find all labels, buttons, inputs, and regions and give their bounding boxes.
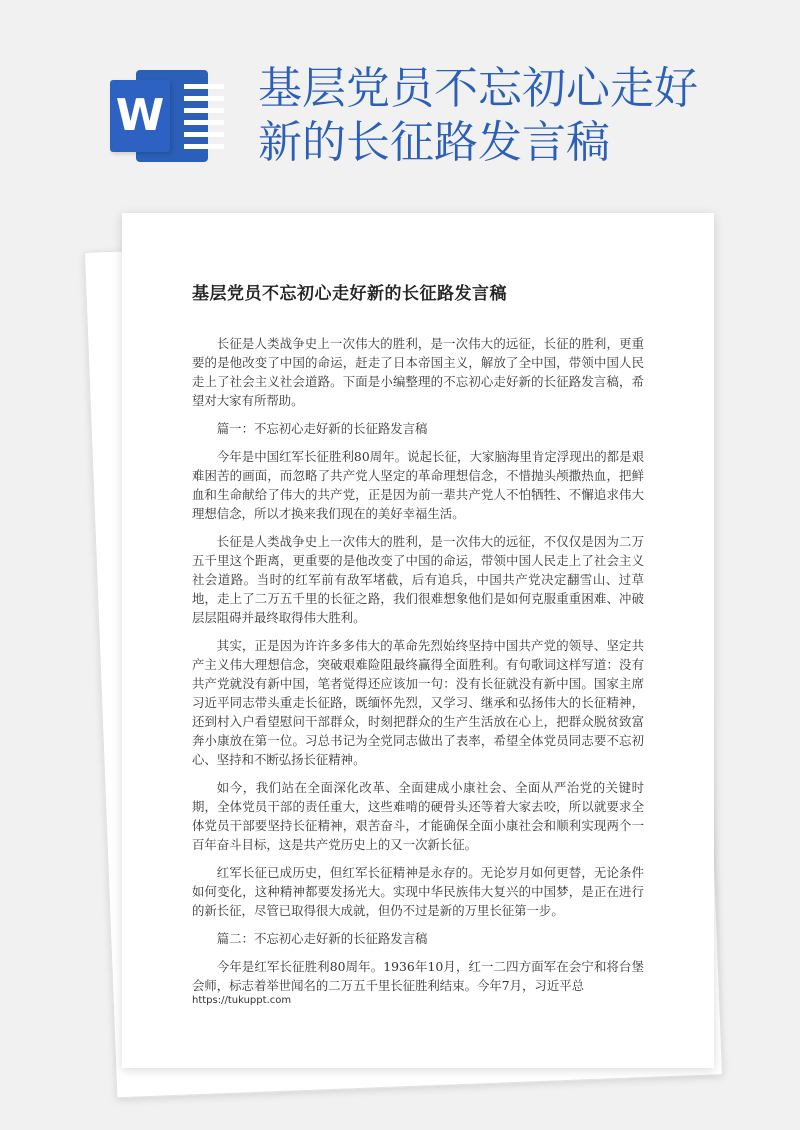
body-paragraph: 其实，正是因为许许多多伟大的革命先烈始终坚持中国共产党的领导、坚定共产主义伟大理想信念，突破艰难险阻最终赢得全面胜利。有句歌词这样写道：没有共产党就没有新中国，笔者觉得还应该加一句：没有长征就没有新中国。国家主席习近平同志带头重走长征路，既缅怀先烈，又学习、继承和弘扬伟大的长征精神，还到村入户看望慰问干部群众，时刻把群众的生产生活放在心上，把群众脱贫致富奔小康放在第一位。习总书记为全党同志做出了表率，希望全体党员同志要不忘初心、坚持和不断弘扬长征精神。 xyxy=(192,638,644,767)
document-title: 基层党员不忘初心走好新的长征路发言稿 xyxy=(192,284,507,304)
intro-paragraph: 长征是人类战争史上一次伟大的胜利，是一次伟大的远征，长征的胜利，更重要的是他改变了中国的命运，赶走了日本帝国主义，解放了全中国，带领中国人民走上了社会主义社会道路。下面是小编整理的不忘初心走好新的长征路发言稿，希望对大家有所帮助。 xyxy=(192,336,644,408)
body-paragraph: 红军长征已成历史，但红军长征精神是永存的。无论岁月如何更替，无论条件如何变化，这种精神都要发扬光大。实现中华民族伟大复兴的中国梦，是正在进行的新长征，尽管已取得很大成就，但仍不过是新的万里长征第一步。 xyxy=(192,865,644,918)
body-paragraph: 如今，我们站在全面深化改革、全面建成小康社会、全面从严治党的关键时期，全体党员干部的责任重大，这些难啃的硬骨头还等着大家去咬，所以就要求全体党员干部要坚持长征精神，艰苦奋斗，才能确保全面小康社会和顺利实现两个一百年奋斗目标，这是共产党历史上的又一次新长征。 xyxy=(192,780,644,852)
body-paragraph: 今年是红军长征胜利80周年。1936年10月，红一二四方面军在会宁和将台堡会师，标志着举世闻名的二万五千里长征胜利结束。今年7月，习近平总 xyxy=(192,959,644,993)
word-icon-line xyxy=(184,132,224,137)
word-icon-line xyxy=(184,120,224,125)
word-icon-letter: W xyxy=(110,80,170,152)
section-heading-1: 篇一：不忘初心走好新的长征路发言稿 xyxy=(216,421,428,436)
word-icon-line xyxy=(184,144,224,149)
document-page xyxy=(122,213,714,1068)
word-icon-line xyxy=(184,84,224,89)
word-icon-line xyxy=(184,96,224,101)
section-heading-2: 篇二：不忘初心走好新的长征路发言稿 xyxy=(216,931,428,946)
body-paragraph: 今年是中国红军长征胜利80周年。说起长征，大家脑海里肯定浮现出的都是艰难困苦的画面，而忽略了共产党人坚定的革命理想信念，不惜抛头颅撒热血，把鲜血和生命献给了伟大的共产党，正是因为前一辈共产党人不怕牺牲、不懈追求伟大理想信念，所以才换来我们现在的美好幸福生活。 xyxy=(192,449,644,521)
page-header xyxy=(0,0,800,200)
body-paragraph: 长征是人类战争史上一次伟大的胜利，是一次伟大的远征，不仅仅是因为二万五千里这个距离，更重要的是他改变了中国的命运，带领中国人民走上了社会主义社会道路。当时的红军前有敌军堵截，后有追兵，中国共产党决定翻雪山、过草地，走上了二万五千里的长征之路，我们很难想象他们是如何克服重重困难、冲破层层阻碍并最终取得伟大胜利。 xyxy=(192,534,644,625)
footer-link[interactable]: https://tukuppt.com xyxy=(192,995,292,1006)
word-document-icon xyxy=(110,70,208,162)
word-icon-line xyxy=(184,108,224,113)
page-title: 基层党员不忘初心走好新的长征路发言稿 xyxy=(258,63,698,168)
